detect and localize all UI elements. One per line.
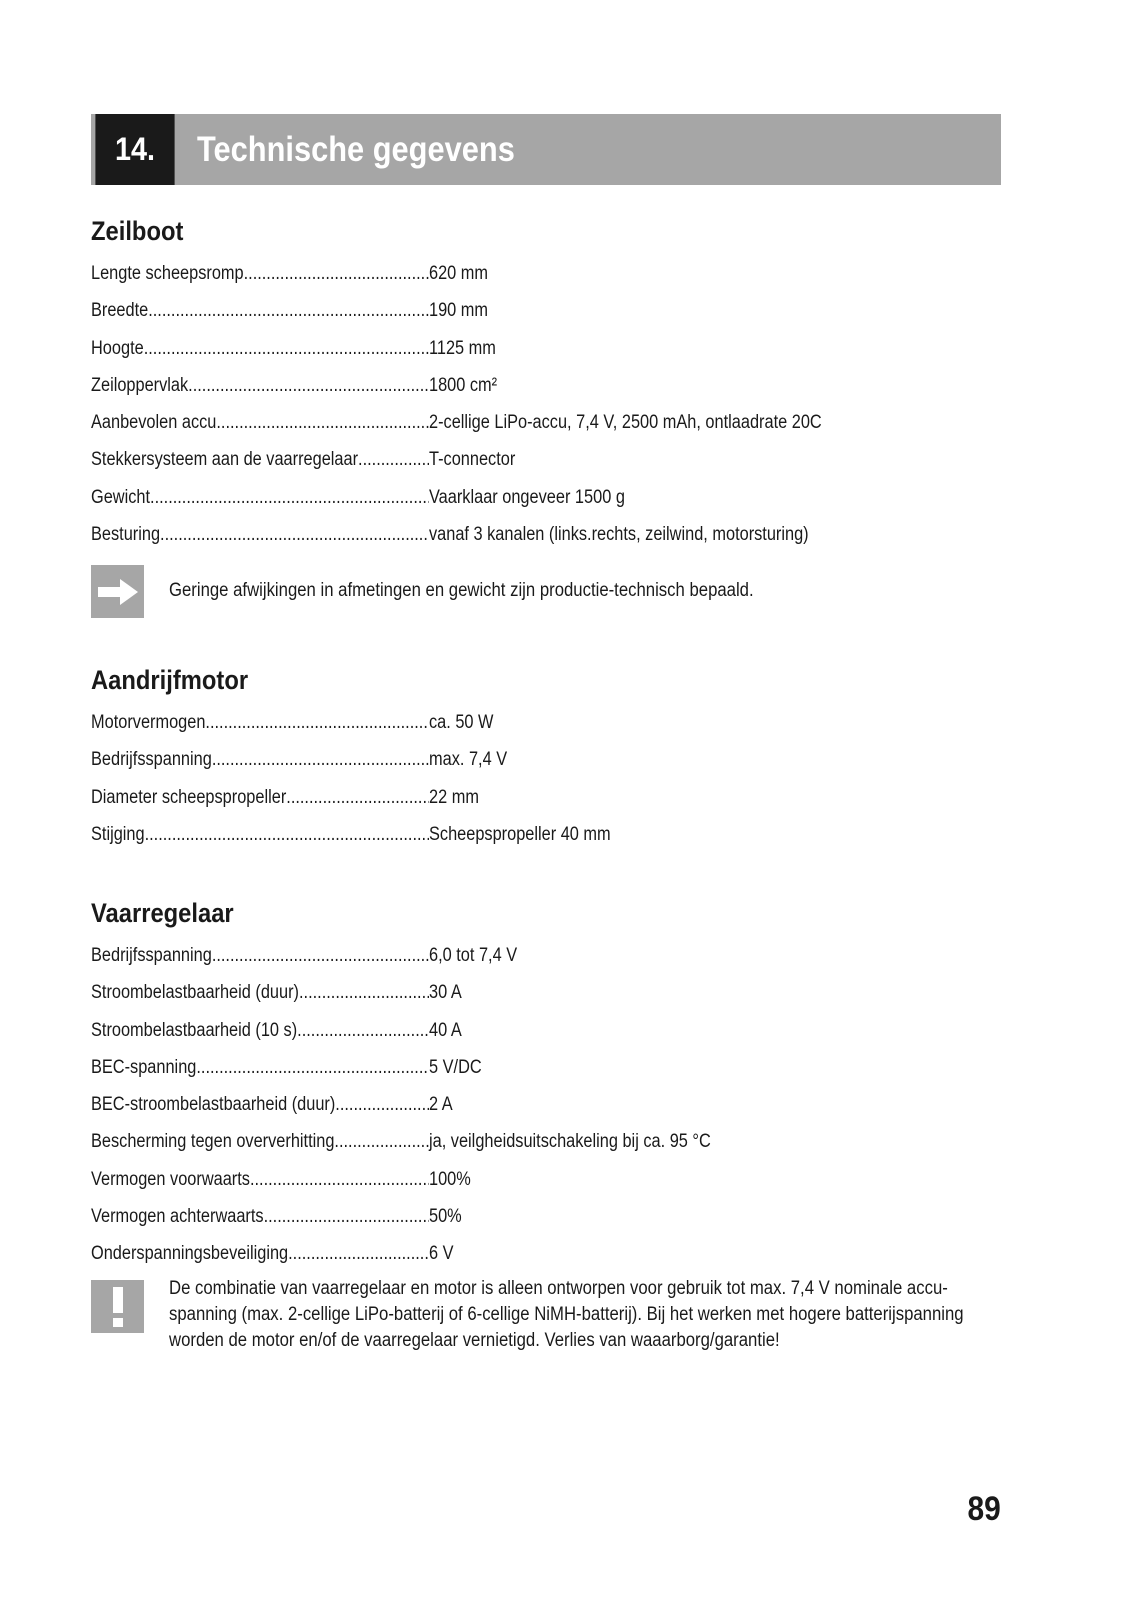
spec-row bbox=[91, 1198, 1011, 1235]
info-note-text: Geringe afwijkingen in afmetingen en gewicht zijn productie-technisch bepaald. bbox=[169, 580, 754, 601]
spec-label: Onderspanningsbeveiliging bbox=[91, 1243, 289, 1265]
spec-value: ja, veilgheidsuitschakeling bij ca. 95 °C bbox=[429, 1131, 711, 1153]
section-zeilboot bbox=[91, 213, 1011, 553]
spec-row bbox=[91, 1049, 1011, 1086]
spec-label: Bedrijfsspanning bbox=[91, 945, 212, 966]
spec-row bbox=[91, 1086, 1011, 1123]
info-note bbox=[91, 565, 1009, 618]
spec-label: Bedrijfsspanning bbox=[91, 749, 212, 771]
spec-list bbox=[91, 937, 1011, 1273]
chapter-number: 14. bbox=[95, 114, 174, 185]
spec-label: Gewicht bbox=[91, 486, 151, 508]
spec-row bbox=[91, 1235, 1011, 1272]
spec-value: 1125 mm bbox=[429, 337, 496, 359]
spec-label: Besturing bbox=[91, 524, 161, 546]
spec-value: 620 mm bbox=[429, 263, 489, 284]
spec-value: 30 A bbox=[429, 982, 462, 1004]
section-heading: Zeilboot bbox=[91, 216, 184, 246]
spec-value: 22 mm bbox=[429, 786, 479, 808]
spec-value: 6,0 tot 7,4 V bbox=[429, 945, 518, 966]
spec-label: Vermogen voorwaarts bbox=[91, 1168, 250, 1190]
spec-label: Stroombelastbaarheid (10 s) bbox=[91, 1019, 298, 1041]
spec-label: Vermogen achterwaarts bbox=[91, 1206, 264, 1228]
spec-label: Zeiloppervlak bbox=[91, 374, 189, 396]
spec-label: Diameter scheepspropeller bbox=[91, 786, 287, 808]
spec-value: Vaarklaar ongeveer 1500 g bbox=[429, 486, 625, 508]
spec-label: Motorvermogen bbox=[91, 712, 206, 733]
spec-row bbox=[91, 255, 1011, 292]
chapter-header bbox=[91, 114, 1001, 185]
spec-value: T-connector bbox=[429, 449, 516, 471]
chapter-title: Technische gegevens bbox=[197, 129, 515, 169]
spec-label: BEC-stroombelastbaarheid (duur) bbox=[91, 1094, 336, 1116]
spec-row bbox=[91, 741, 1011, 778]
warning-note-text: De combinatie van vaarregelaar en motor is alleen ontworpen voor gebruik tot max. 7,4 V nominale accu-spanning (max. 2-cellige LiPo-batterij of 6-cellige NiMH-batterij). Bij het werken met hogere batterijspanning worden de motor en/of de vaarregelaar vernietigd. Verlies van waaarborg/garantie! bbox=[169, 1278, 964, 1351]
spec-row bbox=[91, 479, 1011, 516]
spec-value: 40 A bbox=[429, 1019, 462, 1041]
spec-row bbox=[91, 292, 1011, 329]
spec-list bbox=[91, 255, 1011, 553]
spec-value: 1800 cm² bbox=[429, 374, 498, 396]
spec-value: 100% bbox=[429, 1168, 471, 1190]
spec-row bbox=[91, 1123, 1011, 1160]
spec-value: 5 V/DC bbox=[429, 1056, 482, 1078]
spec-row bbox=[91, 704, 1011, 741]
spec-label: Aanbevolen accu bbox=[91, 412, 217, 434]
exclamation-icon bbox=[91, 1280, 144, 1333]
spec-value: 190 mm bbox=[429, 300, 489, 322]
spec-label: Bescherming tegen oververhitting bbox=[91, 1131, 335, 1153]
spec-row bbox=[91, 516, 1011, 553]
spec-label: Hoogte bbox=[91, 337, 144, 359]
spec-label: Stijging bbox=[91, 823, 145, 845]
spec-value: vanaf 3 kanalen (links.rechts, zeilwind, motorsturing) bbox=[429, 524, 809, 546]
spec-label: Breedte bbox=[91, 300, 149, 322]
spec-value: 6 V bbox=[429, 1243, 454, 1265]
spec-row bbox=[91, 1161, 1011, 1198]
section-aandrijfmotor bbox=[91, 662, 1011, 853]
spec-value: Scheepspropeller 40 mm bbox=[429, 823, 611, 845]
spec-label: Stekkersysteem aan de vaarregelaar bbox=[91, 449, 359, 471]
spec-value: 2 A bbox=[429, 1094, 453, 1116]
section-vaarregelaar bbox=[91, 895, 1011, 1273]
arrow-right-icon bbox=[91, 565, 144, 618]
spec-row bbox=[91, 974, 1011, 1011]
warning-note bbox=[91, 1280, 1094, 1354]
spec-row bbox=[91, 1012, 1011, 1049]
section-heading: Aandrijfmotor bbox=[91, 665, 249, 695]
spec-value: ca. 50 W bbox=[429, 712, 494, 733]
spec-value: max. 7,4 V bbox=[429, 749, 508, 771]
spec-label: Stroombelastbaarheid (duur) bbox=[91, 982, 299, 1004]
spec-row bbox=[91, 441, 1011, 478]
spec-label: Lengte scheepsromp bbox=[91, 263, 244, 284]
spec-row bbox=[91, 816, 1011, 853]
spec-row bbox=[91, 404, 1011, 441]
spec-label: BEC-spanning bbox=[91, 1056, 197, 1078]
spec-value: 2-cellige LiPo-accu, 7,4 V, 2500 mAh, ontlaadrate 20C bbox=[429, 412, 822, 434]
spec-row bbox=[91, 367, 1011, 404]
spec-value: 50% bbox=[429, 1206, 462, 1228]
spec-row bbox=[91, 937, 1011, 974]
spec-row bbox=[91, 330, 1011, 367]
page-number: 89 bbox=[967, 1490, 1001, 1528]
section-heading: Vaarregelaar bbox=[91, 898, 234, 928]
spec-row bbox=[91, 779, 1011, 816]
spec-list bbox=[91, 704, 1011, 853]
